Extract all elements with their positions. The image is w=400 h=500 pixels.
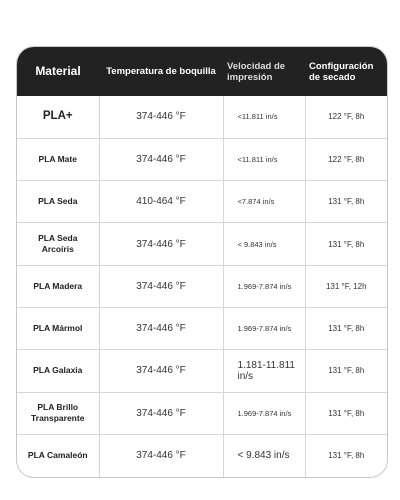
cell-secado: 131 °F, 8h [305, 392, 387, 434]
header-velocidad: Velocidad de impresión [227, 60, 286, 83]
cell-secado: 131 °F, 8h [305, 307, 387, 349]
cell-temp: 374-446 °F [99, 307, 223, 349]
cell-secado: 131 °F, 8h [305, 223, 387, 265]
header-material: Material [35, 64, 81, 78]
cell-temp: 374-446 °F [99, 223, 223, 265]
cell-secado: 122 °F, 8h [305, 138, 387, 180]
cell-material: PLA Camaleón [17, 434, 99, 476]
cell-material: PLA Seda Arcoíris [17, 223, 99, 265]
spec-table-card [16, 46, 388, 478]
table-row [17, 350, 387, 392]
cell-temp: 374-446 °F [99, 350, 223, 392]
table-row [17, 265, 387, 307]
cell-velocidad: < 9.843 in/s [223, 434, 305, 476]
cell-temp: 374-446 °F [99, 138, 223, 180]
table-row [17, 181, 387, 223]
cell-material: PLA+ [17, 96, 99, 138]
cell-material: PLA Mate [17, 138, 99, 180]
table-row [17, 96, 387, 138]
table-row [17, 434, 387, 476]
table-header-row [17, 47, 387, 96]
header-temperatura: Temperatura de boquilla [106, 66, 216, 77]
cell-velocidad: <7.874 in/s [223, 181, 305, 223]
cell-material: PLA Brillo Transparente [17, 392, 99, 434]
cell-temp: 374-446 °F [99, 392, 223, 434]
cell-secado: 131 °F, 8h [305, 181, 387, 223]
cell-temp: 410-464 °F [99, 181, 223, 223]
cell-velocidad: 1.969-7.874 in/s [223, 307, 305, 349]
cell-material: PLA Galaxia [17, 350, 99, 392]
cell-material: PLA Mármol [17, 307, 99, 349]
cell-temp: 374-446 °F [99, 434, 223, 476]
cell-velocidad: < 9.843 in/s [223, 223, 305, 265]
cell-secado: 131 °F, 8h [328, 451, 365, 461]
cell-velocidad: 1.181-11.811 in/s [223, 350, 305, 392]
table-row [17, 392, 387, 434]
table-row [17, 138, 387, 180]
cell-temp: 374-446 °F [99, 265, 223, 307]
cell-velocidad: <11.811 in/s [223, 138, 305, 180]
cell-secado: 131 °F, 12h [305, 265, 387, 307]
cell-velocidad: <11.811 in/s [223, 96, 305, 138]
material-spec-table [17, 47, 387, 477]
cell-velocidad: 1.969-7.874 in/s [223, 392, 305, 434]
header-configuracion: Configuración de secado [309, 60, 374, 83]
table-row [17, 307, 387, 349]
cell-secado: 131 °F, 8h [305, 350, 387, 392]
cell-velocidad: 1.969-7.874 in/s [223, 265, 305, 307]
cell-material: PLA Seda [17, 181, 99, 223]
cell-temp: 374-446 °F [99, 96, 223, 138]
cell-secado: 122 °F, 8h [305, 96, 387, 138]
table-row [17, 223, 387, 265]
cell-material: PLA Madera [17, 265, 99, 307]
